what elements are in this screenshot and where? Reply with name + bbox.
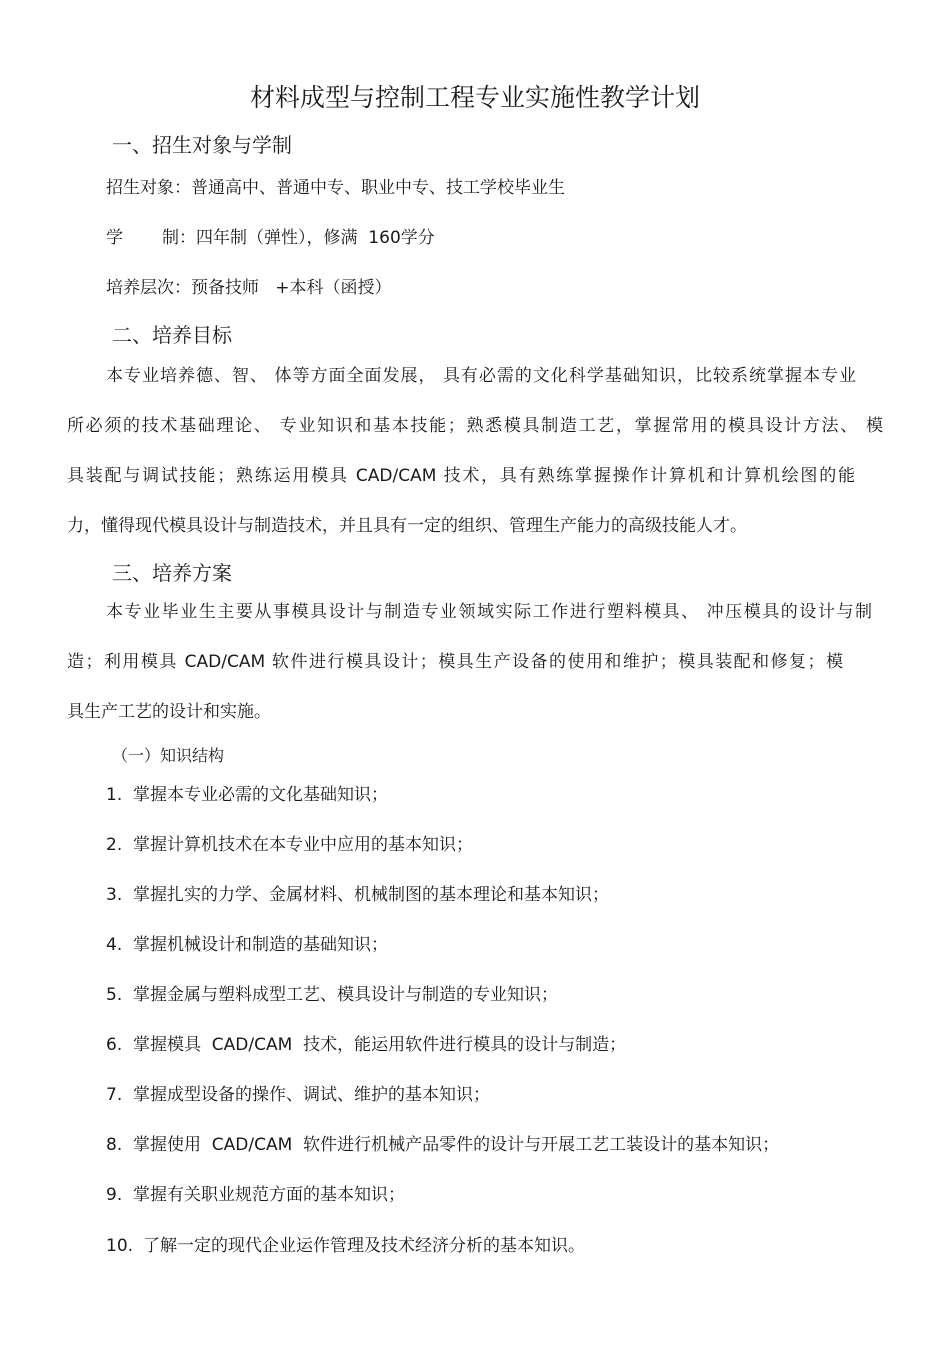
- knowledge-list-item: [106, 934, 388, 956]
- section-heading-plan: 三、培养方案: [112, 561, 232, 585]
- list-item-text: 掌握有关职业规范方面的基本知识；: [133, 1185, 405, 1205]
- list-item-text: 了解一定的现代企业运作管理及技术经济分析的基本知识。: [143, 1236, 585, 1256]
- document-title: 材料成型与控制工程专业实施性教学计划: [249, 83, 700, 112]
- list-item-text: 掌握本专业必需的文化基础知识；: [133, 785, 388, 805]
- knowledge-list-item: [106, 884, 609, 906]
- enrollment-target: 招生对象：普通高中、普通中专、职业中专、技工学校毕业生: [106, 178, 565, 198]
- school-system-text: 制：四年制（弹性），修满 160学分: [162, 228, 435, 248]
- knowledge-structure-heading: （一）知识结构: [112, 746, 225, 765]
- goals-paragraph-line: 所必须的技术基础理论、 专业知识和基本技能；熟悉模具制造工艺，掌握常用的模具设计方法、 模: [67, 416, 883, 436]
- section-heading-enrollment: 一、招生对象与学制: [112, 133, 292, 157]
- list-item-number: 1.: [106, 785, 123, 805]
- list-item-number: 5.: [106, 985, 123, 1005]
- knowledge-list-item: [106, 984, 558, 1006]
- school-system-label: 学: [106, 228, 123, 248]
- plan-paragraph-line: 造；利用模具 CAD/CAM 软件进行模具设计；模具生产设备的使用和维护；模具装配和修复；模: [67, 652, 843, 672]
- list-item-text: 掌握模具 CAD/CAM 技术，能运用软件进行模具的设计与制造；: [133, 1035, 627, 1055]
- goals-paragraph-line: 本专业培养德、智、 体等方面全面发展， 具有必需的文化科学基础知识，比较系统掌握本专业: [106, 366, 856, 386]
- plan-paragraph-line: 具生产工艺的设计和实施。: [67, 702, 271, 722]
- list-item-number: 6.: [106, 1035, 123, 1055]
- knowledge-list-item: [106, 1084, 490, 1106]
- plan-paragraph-line: 本专业毕业生主要从事模具设计与制造专业领域实际工作进行塑料模具、 冲压模具的设计与制: [106, 602, 872, 622]
- goals-paragraph-line: 力，懂得现代模具设计与制造技术，并且具有一定的组织、管理生产能力的高级技能人才。: [67, 516, 747, 536]
- list-item-number: 2.: [106, 835, 123, 855]
- list-item-number: 9.: [106, 1185, 123, 1205]
- list-item-text: 掌握成型设备的操作、调试、维护的基本知识；: [133, 1085, 490, 1105]
- goals-paragraph-line: 具装配与调试技能；熟练运用模具 CAD/CAM 技术，具有熟练掌握操作计算机和计算机绘图的能: [67, 466, 855, 486]
- list-item-number: 7.: [106, 1085, 123, 1105]
- section-heading-goals: 二、培养目标: [112, 323, 232, 347]
- list-item-text: 掌握使用 CAD/CAM 软件进行机械产品零件的设计与开展工艺工装设计的基本知识；: [133, 1135, 780, 1155]
- list-item-text: 掌握机械设计和制造的基础知识；: [133, 935, 388, 955]
- knowledge-list-item: [106, 1134, 779, 1156]
- knowledge-list-item: [106, 1184, 405, 1206]
- knowledge-list-item: [106, 784, 388, 806]
- knowledge-list-item: [106, 834, 473, 856]
- knowledge-list-item: [106, 1034, 626, 1056]
- list-item-number: 4.: [106, 935, 123, 955]
- list-item-number: 10.: [106, 1236, 134, 1256]
- list-item-number: 3.: [106, 885, 123, 905]
- list-item-text: 掌握扎实的力学、金属材料、机械制图的基本理论和基本知识；: [133, 885, 609, 905]
- knowledge-list-item: [106, 1235, 585, 1257]
- list-item-text: 掌握计算机技术在本专业中应用的基本知识；: [133, 835, 473, 855]
- list-item-number: 8.: [106, 1135, 123, 1155]
- list-item-text: 掌握金属与塑料成型工艺、模具设计与制造的专业知识；: [133, 985, 558, 1005]
- training-level: 培养层次：预备技师 +本科（函授）: [106, 278, 392, 298]
